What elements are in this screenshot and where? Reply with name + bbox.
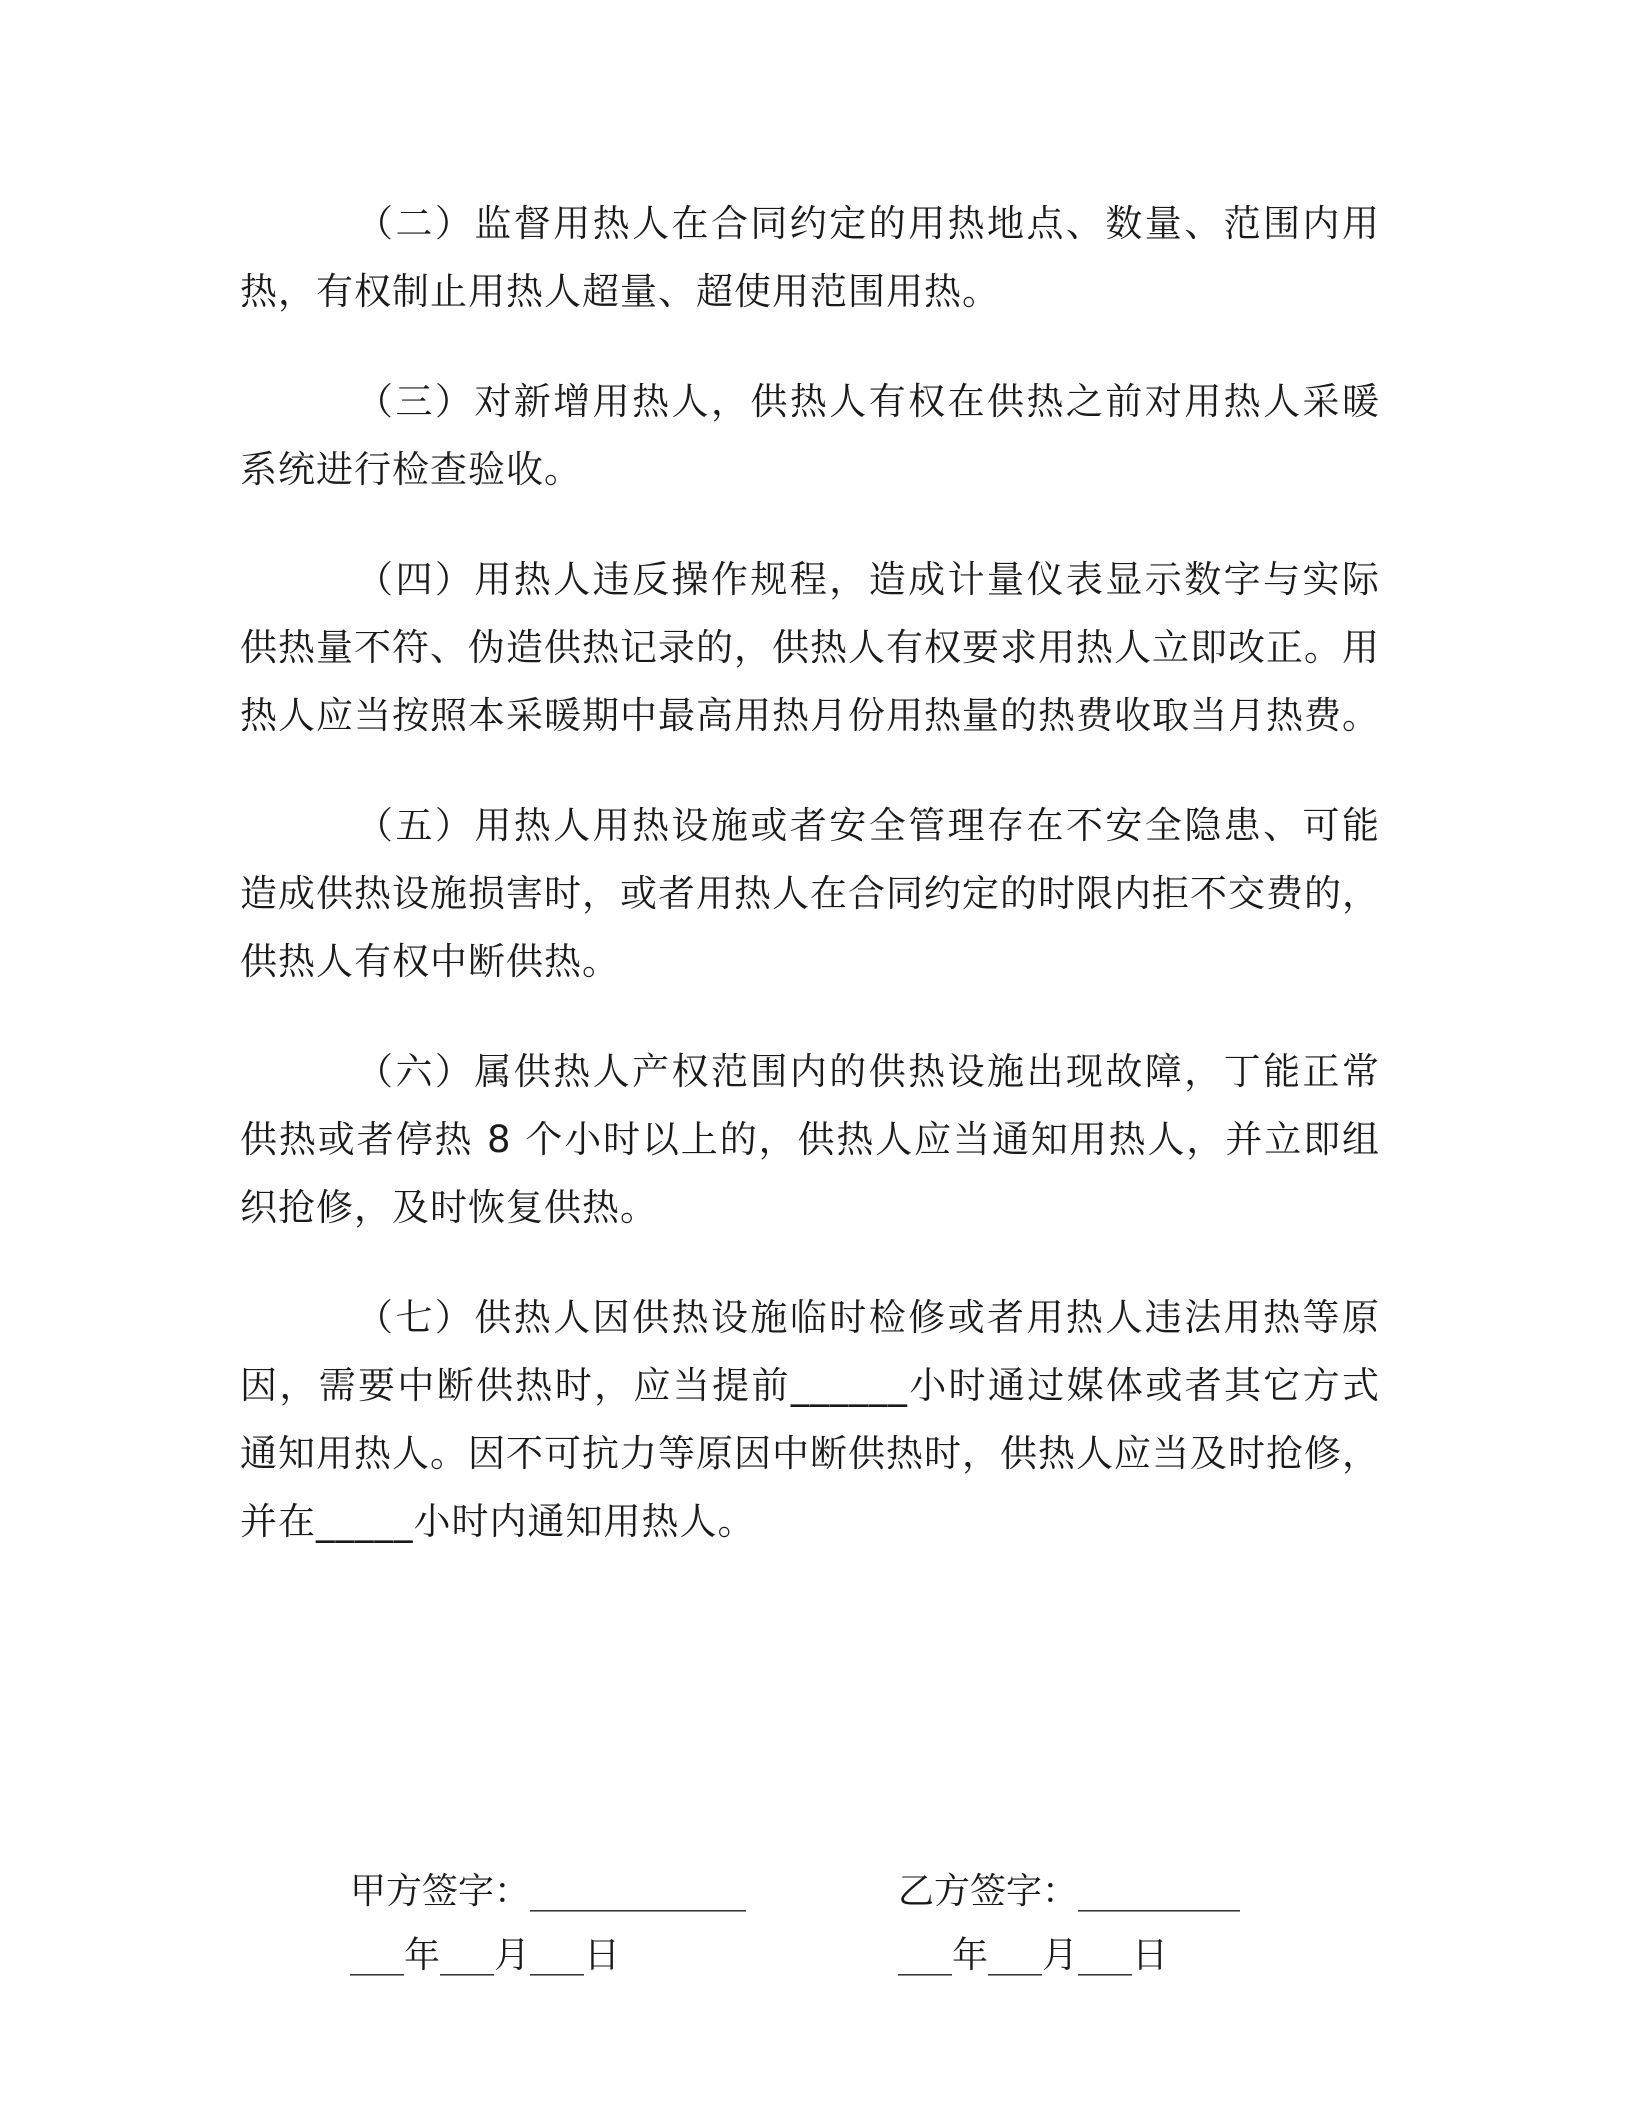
clause-4: （四）用热人违反操作规程，造成计量仪表显示数字与实际供热量不符、伪造供热记录的，供热人有权要求用热人立即改正。用热人应当按照本采暖期中最高用热月份用热量的热费收取当月热费。 [240,558,1380,737]
party-a-date: ___年___月___日 [350,1935,621,1976]
contract-body [240,190,1380,1598]
party-b-sign-label: 乙方签字：_________ [898,1871,1241,1912]
party-a-signature [350,1860,746,1988]
party-a-sign-label: 甲方签字：____________ [350,1871,747,1912]
party-b-signature [898,1860,1240,1988]
party-b-date: ___年___月___日 [898,1935,1169,1976]
clause-6: （六）属供热人产权范围内的供热设施出现故障，丁能正常供热或者停热 8 个小时以上的，供热人应当通知用热人，并立即组织抢修，及时恢复供热。 [240,1050,1380,1229]
clause-5: （五）用热人用热设施或者安全管理存在不安全隐患、可能造成供热设施损害时，或者用热人在合同约定的时限内拒不交费的，供热人有权中断供热。 [240,804,1380,983]
clause-7: （七）供热人因供热设施临时检修或者用热人违法用热等原因，需要中断供热时，应当提前______小时通过媒体或者其它方式通知用热人。因不可抗力等原因中断供热时，供热人应当及时抢修，并在_____小时内通知用热人。 [240,1296,1380,1543]
clause-3: （三）对新增用热人，供热人有权在供热之前对用热人采暖系统进行检查验收。 [240,380,1380,491]
clause-2: （二）监督用热人在合同约定的用热地点、数量、范围内用热，有权制止用热人超量、超使用范围用热。 [240,202,1380,313]
